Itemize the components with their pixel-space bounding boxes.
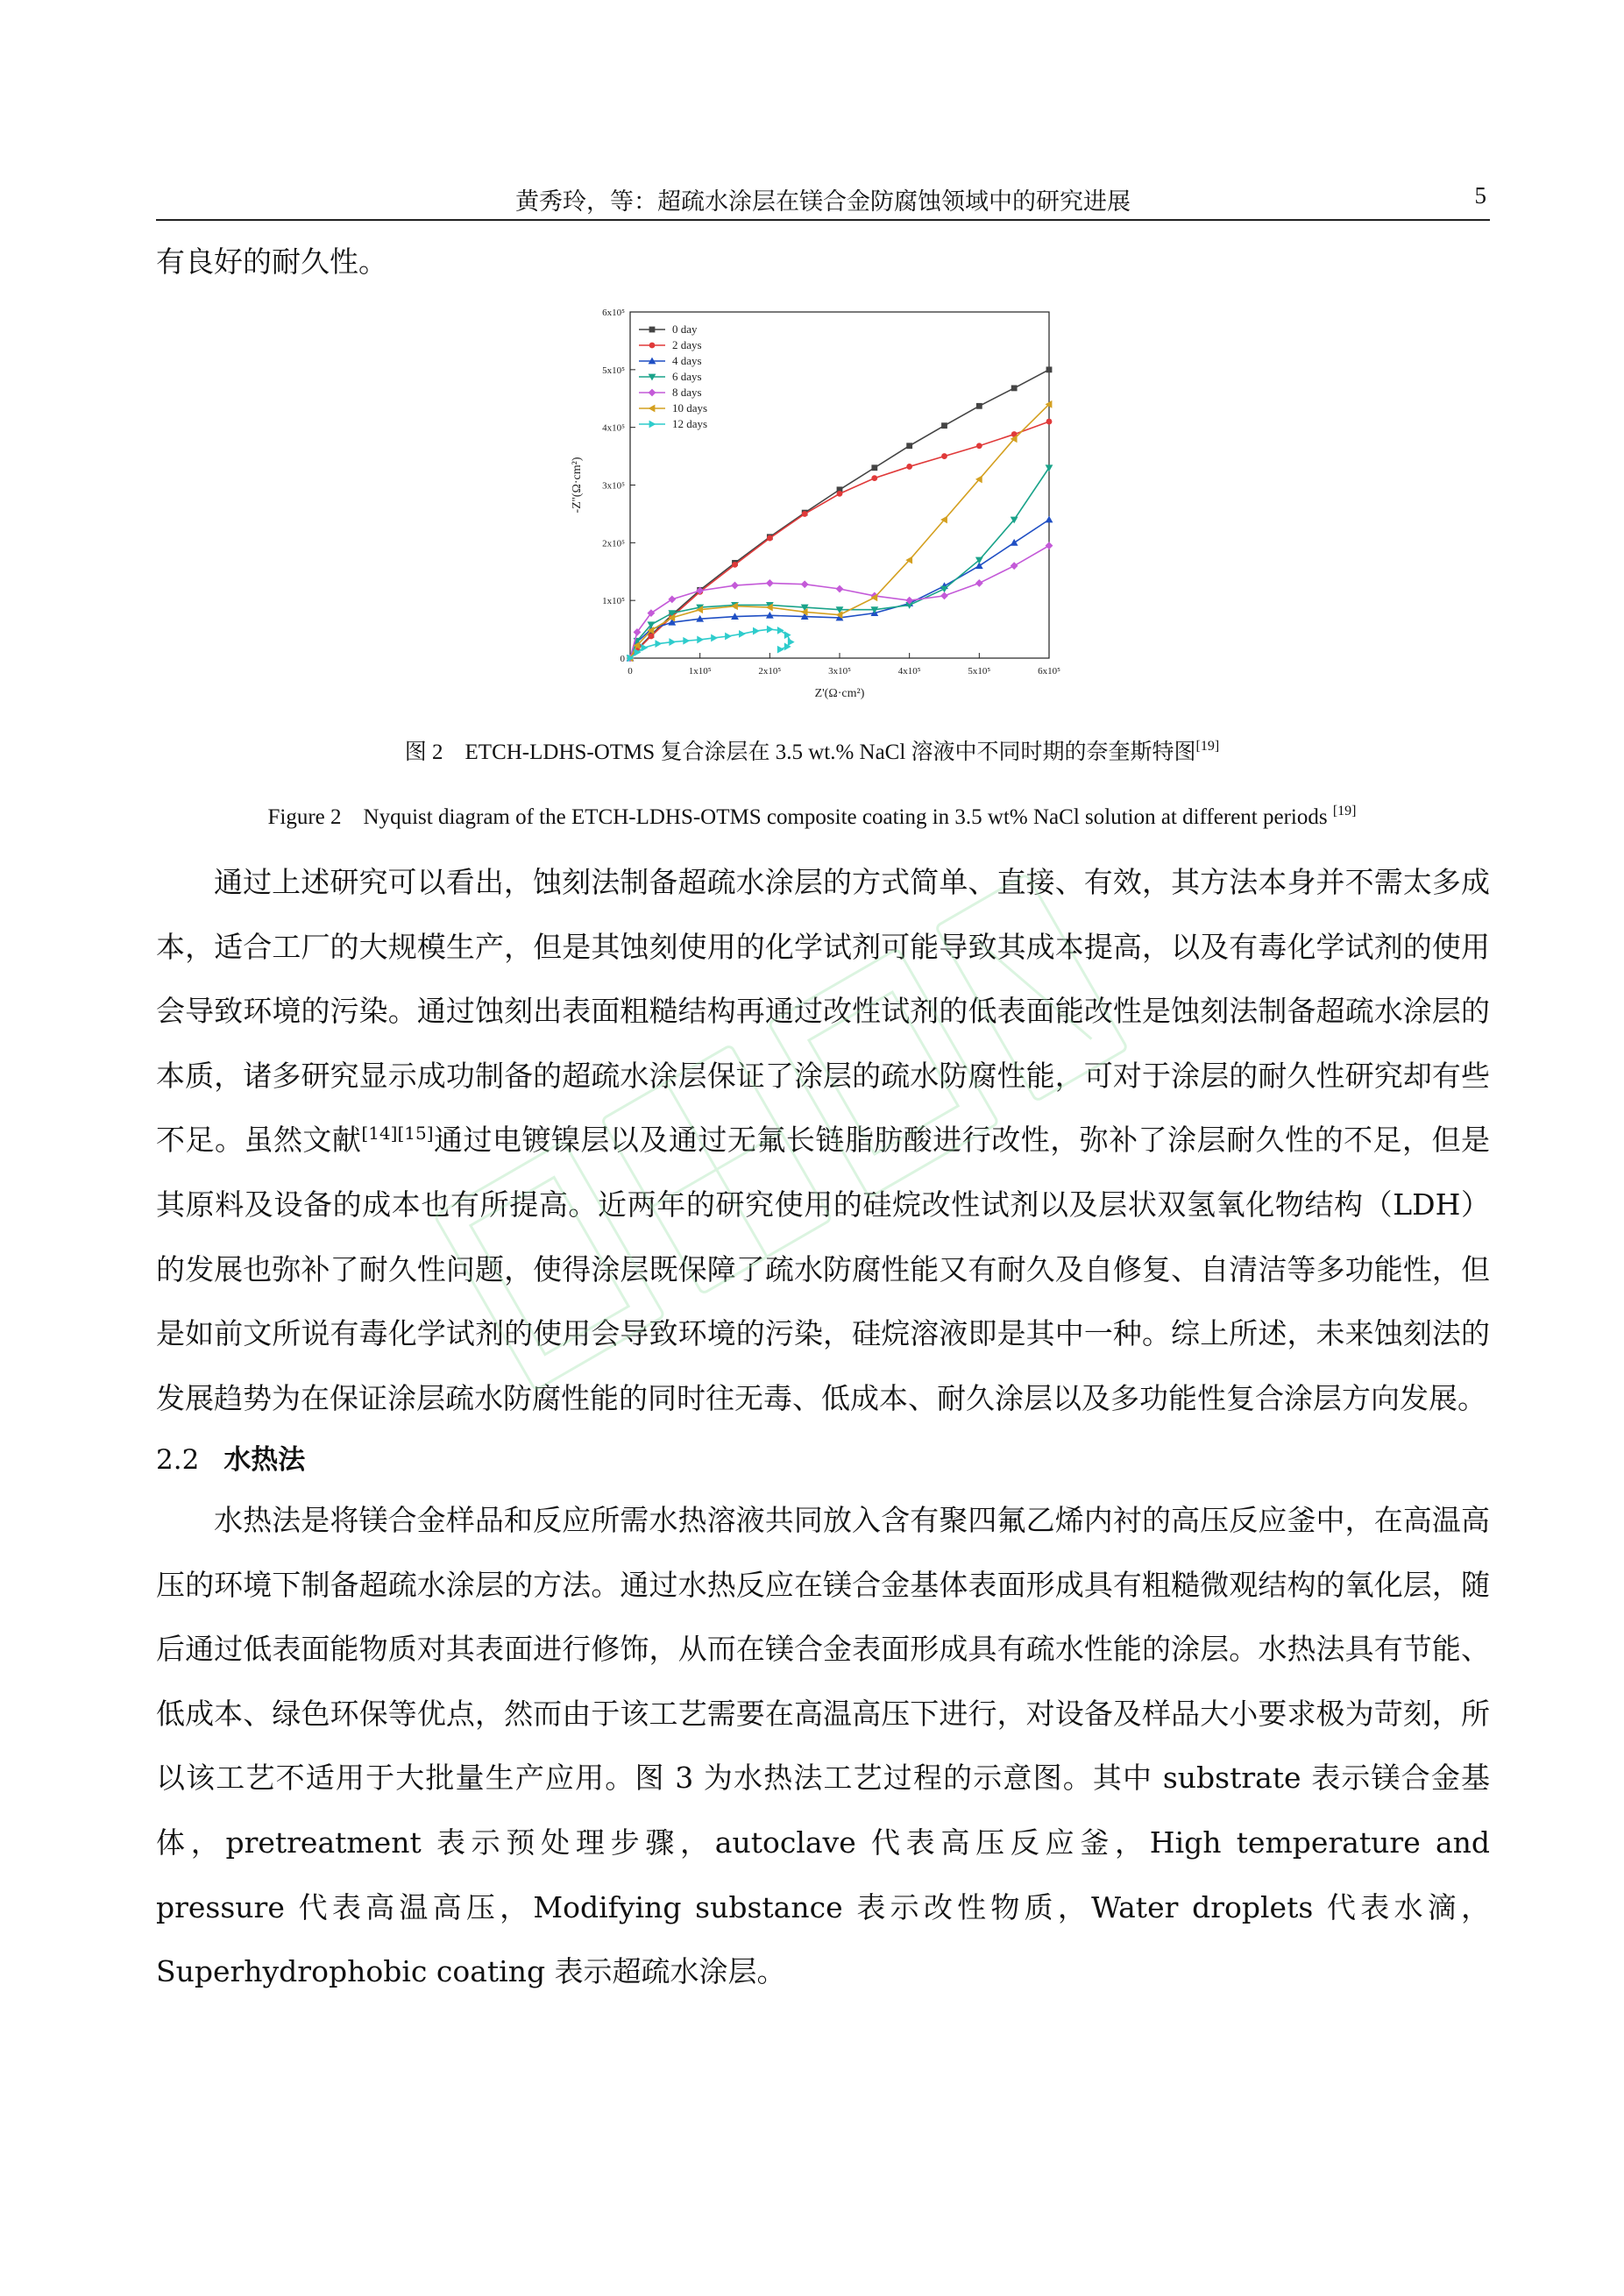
series-2-days-point (941, 453, 947, 459)
paragraph1-part1: 通过上述研究可以看出，蚀刻法制备超疏水涂层的方式简单、直接、有效，其方法本身并不需太多成本，适合工厂的大规模生产，但是其蚀刻使用的化学试剂可能导致其成本提高，以及有毒化学试剂的使用会导致环境的污染。通过蚀刻出表面粗糙结构再通过改性试剂的低表面能改性是蚀刻法制备超疏水涂层的本质，诸多研究显示成功制备的超疏水涂层保证了涂层的疏水防腐性能，可对于涂层的耐久性研究却有些不足。虽然文献 (156, 865, 1490, 1158)
y-tick-label: 4x10⁵ (602, 422, 625, 434)
legend-10-days-marker (649, 405, 656, 413)
x-tick-label: 2x10⁵ (758, 666, 782, 677)
series-0-day-point (871, 464, 877, 471)
series-12-days-point (725, 633, 732, 641)
series-12-days-point (697, 636, 704, 644)
series-6-days-point (940, 586, 948, 593)
x-tick-label: 1x10⁵ (688, 666, 712, 677)
series-8-days-point (1046, 542, 1053, 549)
series-2-days-line (630, 422, 1049, 658)
caption-cn-text: 图 2 ETCH-LDHS-OTMS 复合涂层在 3.5 wt.% NaCl 溶液中不同时期的奈奎斯特图 (404, 741, 1196, 764)
x-tick-label: 4x10⁵ (897, 666, 921, 677)
x-tick-label: 6x10⁵ (1038, 666, 1060, 677)
legend-0-day-label: 0 day (672, 322, 698, 336)
series-2-days-point (976, 443, 982, 449)
legend-0-day-marker (649, 327, 656, 333)
series-8-days-line (630, 546, 1049, 658)
y-tick-label: 2x10⁵ (602, 538, 625, 549)
series-8-days-point (801, 580, 809, 588)
page-number: 5 (1474, 182, 1486, 209)
series-8-days-point (940, 592, 948, 600)
legend-2-days-label: 2 days (672, 338, 702, 351)
paragraph1-part2: 通过电镀镍层以及通过无氟长链脂肪酸进行改性，弥补了涂层耐久性的不足，但是其原料及设备的成本也有所提高。近两年的研究使用的硅烷改性试剂以及层状双氢氧化物结构（LDH）的发展也弥补了耐久性问题，使得涂层既保障了疏水防腐性能又有耐久及自修复、自清洁等多功能性，但是如前文所说有毒化学试剂的使用会导致环境的污染，硅烷溶液即是其中一种。综上所述，未来蚀刻法的发展趋势为在保证涂层疏水防腐性能的同时往无毒、低成本、耐久涂层以及多功能性复合涂层方向发展。 (156, 1123, 1491, 1415)
x-tick-label: 0 (628, 666, 633, 677)
legend-8-days-label: 8 days (672, 386, 702, 399)
intro-line: 有良好的耐久性。 (156, 244, 387, 279)
series-2-days-point (732, 562, 738, 568)
series-8-days-point (836, 585, 844, 593)
running-title: 黄秀玲，等：超疏水涂层在镁合金防腐蚀领域中的研究进展 (515, 188, 1131, 216)
x-tick-label: 5x10⁵ (968, 666, 991, 677)
paragraph-hydrothermal: 水热法是将镁合金样品和反应所需水热溶液共同放入含有聚四氟乙烯内衬的高压反应釜中，在高温高压的环境下制备超疏水涂层的方法。通过水热反应在镁合金基体表面形成具有粗糙微观结构的氧化层，随后通过低表面能物质对其表面进行修饰，从而在镁合金表面形成具有疏水性能的涂层。水热法具有节能、低成本、绿色环保等优点，然而由于该工艺需要在高温高压下进行，对设备及样品大小要求极为苛刻，所以该工艺不适用于大批量生产应用。图 3 为水热法工艺过程的示意图。其中 substrate 表示镁合金基体，pretreatment 表示预处理步骤，autoclave 代表高压反应釜，High temperature and pressure 代表高温高压，Modifying substance 表示改性物质，Water droplets 代表水滴，Superhydrophobic coating 表示超疏水涂层。 (156, 1503, 1490, 1989)
nyquist-figure (561, 296, 1069, 708)
series-12-days-point (777, 646, 784, 654)
series-8-days-point (766, 579, 774, 587)
series-8-days-point (731, 582, 739, 590)
series-2-days-point (871, 475, 877, 481)
series-0-day-point (1011, 386, 1018, 392)
series-2-days-point (649, 634, 655, 640)
series-0-day-point (1046, 366, 1053, 372)
citation-15: [15] (397, 1123, 434, 1144)
series-2-days-point (837, 491, 843, 497)
paragraph-etching-summary (156, 850, 1490, 1430)
series-8-days-point (668, 595, 676, 603)
series-12-days-point (655, 640, 662, 648)
series-2-days-point (1046, 419, 1053, 425)
running-header (156, 181, 1490, 221)
y-tick-label: 6x10⁵ (602, 308, 625, 318)
series-0-day-point (976, 403, 982, 409)
x-tick-label: 3x10⁵ (828, 666, 851, 677)
legend-12-days-marker (649, 421, 656, 429)
legend-8-days-marker (649, 389, 656, 397)
series-2-days-point (802, 511, 808, 517)
series-0-day-point (906, 443, 912, 449)
series-12-days-point (683, 637, 690, 645)
legend-6-days-label: 6 days (672, 370, 702, 383)
series-8-days-point (975, 579, 983, 587)
series-12-days-point (767, 626, 774, 634)
caption-en-ref: [19] (1332, 804, 1357, 818)
series-12-days-point (788, 638, 795, 646)
series-12-days-point (711, 634, 718, 642)
section-number: 2.2 (156, 1444, 200, 1476)
series-12-days-point (739, 630, 746, 638)
nyquist-chart (561, 296, 1069, 708)
y-tick-label: 1x10⁵ (602, 596, 625, 607)
series-2-days-point (906, 464, 912, 470)
y-tick-label: 5x10⁵ (602, 365, 625, 376)
legend-4-days-label: 4 days (672, 354, 702, 367)
series-8-days-point (1011, 562, 1018, 570)
series-12-days-point (642, 644, 649, 652)
legend-2-days-marker (649, 343, 656, 349)
y-axis-label: -Z''(Ω·cm²) (571, 457, 584, 514)
y-tick-label: 0 (620, 654, 625, 664)
figure-caption-cn (0, 734, 1624, 766)
caption-en-text: Figure 2 Nyquist diagram of the ETCH-LDHS-OTMS composite coating in 3.5 wt% NaCl solution at different periods (267, 805, 1328, 829)
series-2-days-point (767, 535, 773, 542)
series-12-days-point (669, 638, 676, 646)
series-4-days-point (1046, 516, 1053, 523)
figure-caption-en (0, 799, 1624, 831)
legend-12-days-label: 12 days (672, 417, 708, 430)
x-axis-label: Z'(Ω·cm²) (814, 687, 865, 700)
legend-10-days-label: 10 days (672, 401, 708, 415)
caption-cn-ref: [19] (1195, 739, 1220, 754)
series-12-days-point (753, 627, 760, 635)
y-tick-label: 3x10⁵ (602, 480, 625, 492)
citation-14: [14] (361, 1123, 398, 1144)
section-heading (156, 1437, 305, 1477)
series-0-day-point (941, 422, 947, 429)
series-12-days-point (784, 631, 791, 639)
section-title: 水热法 (223, 1444, 306, 1476)
series-4-days-point (1011, 539, 1018, 546)
